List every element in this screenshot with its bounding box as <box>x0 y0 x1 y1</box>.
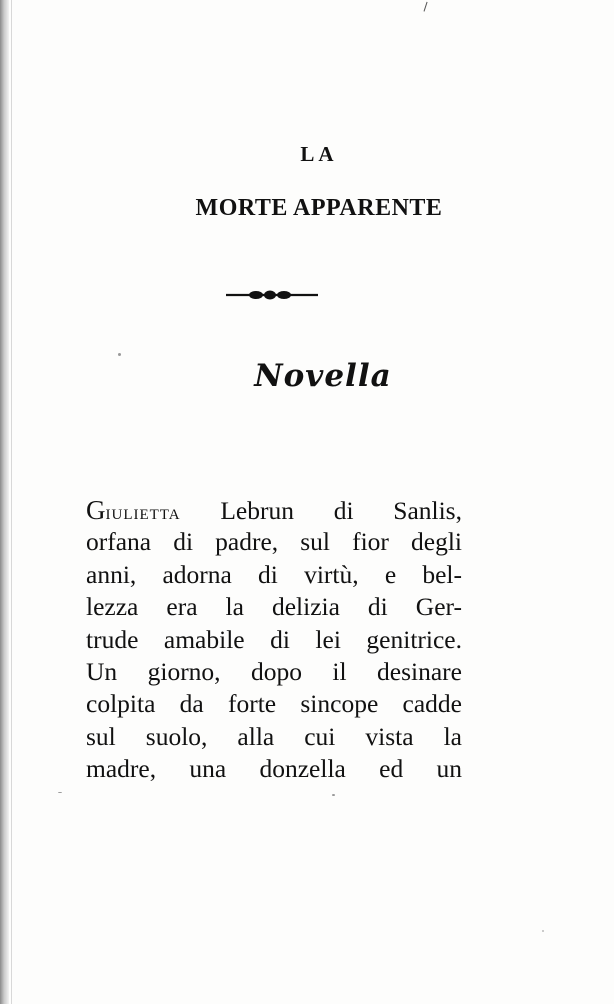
subtitle-novella: Novella <box>254 358 392 394</box>
body-line: madre, una donzella ed un <box>86 754 462 784</box>
first-line-rest: Lebrun di Sanlis, <box>180 496 462 525</box>
drop-capital: G <box>86 495 106 525</box>
body-line-first <box>86 494 462 526</box>
heading-article: LA <box>300 142 338 166</box>
paper-speck <box>332 794 335 796</box>
body-paragraph <box>86 494 462 786</box>
body-line: sul suolo, alla cui vista la <box>86 721 462 751</box>
body-line: trude amabile di lei genitrice. <box>86 624 462 654</box>
ornament-divider-icon <box>224 286 320 304</box>
body-line: lezza era la delizia di Ger- <box>86 592 462 622</box>
chapter-title: MORTE APPARENTE <box>195 195 443 221</box>
paper-speck <box>58 792 62 793</box>
body-line: orfana di padre, sul fior degli <box>86 527 462 557</box>
body-line: Un giorno, dopo il desinare <box>86 656 462 686</box>
smallcaps-name: IULIETTA <box>105 507 181 523</box>
body-line: anni, adorna di virtù, e bel- <box>86 559 462 589</box>
ink-mark <box>424 2 430 12</box>
body-line: colpita da forte sincope cadde <box>86 689 462 719</box>
paper-speck <box>542 930 544 932</box>
paper-speck <box>118 353 121 356</box>
